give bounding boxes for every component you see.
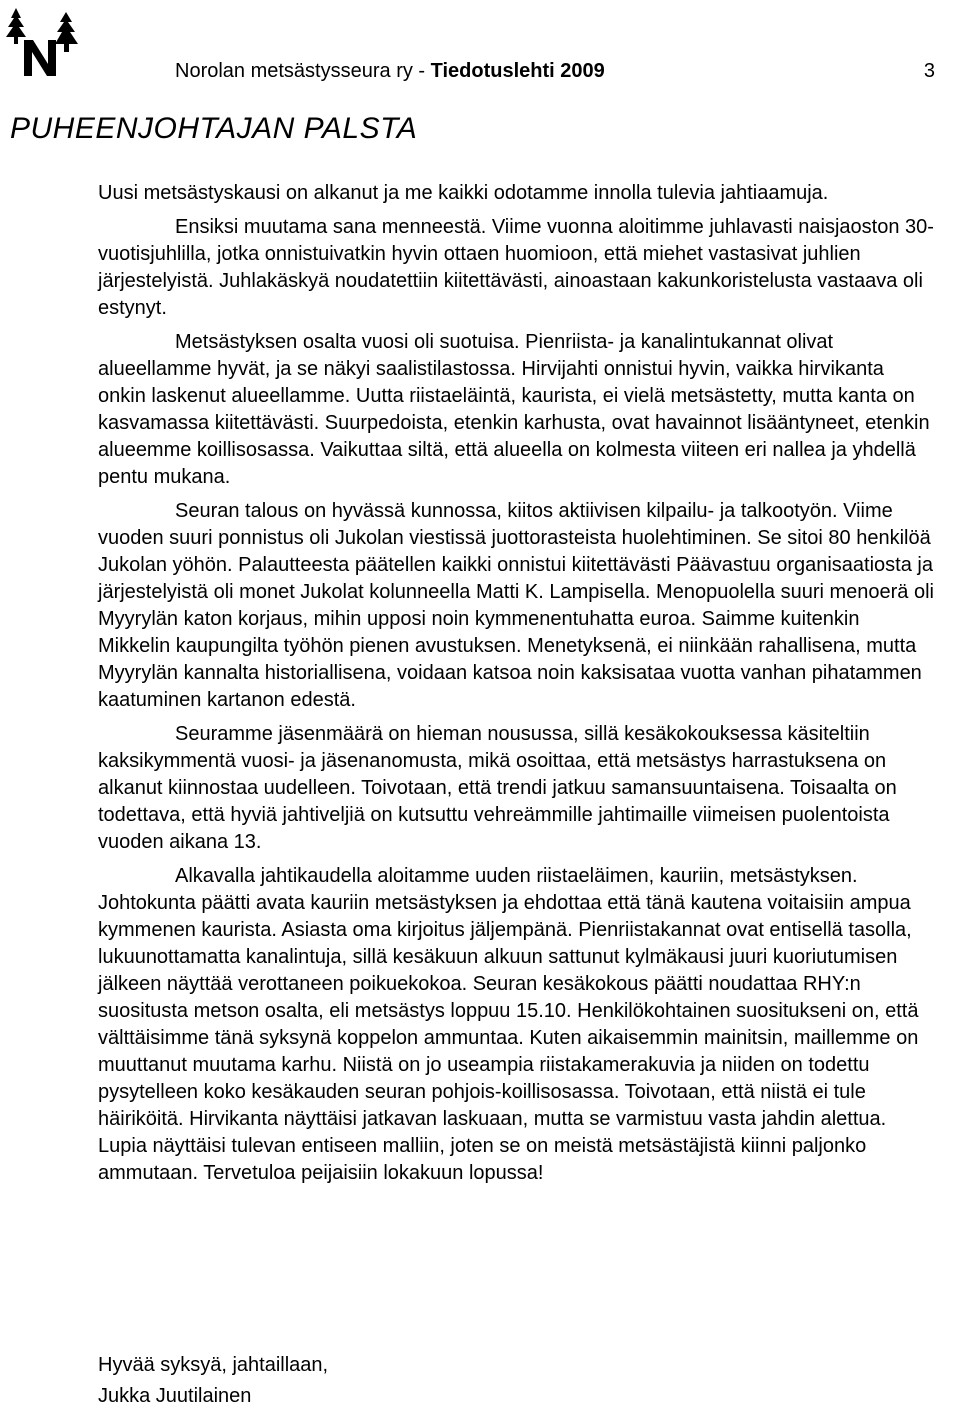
paragraph: Metsästyksen osalta vuosi oli suotuisa. Pienriista- ja kanalintukannat olivat alueellamme hyvät, ja se näkyi saalistilastossa. Hirvijahti onnistui hyvin, vaikka hirvikanta onkin laskenut alueellamme. Uutta riistaeläintä, kaurista, ei vielä metsästetty, mutta kanta on kasvamassa kiitettävästi. Suurpedoista, etenkin karhusta, ovat havainnot lisääntyneet, etenkin alueemme koillisosassa. Vaikuttaa siltä, että alueella on kolmesta viiteen eri nallea ja yhdellä pentu mukana. (98, 331, 930, 488)
header-org: Norolan metsästysseura ry - (175, 60, 426, 82)
paragraph: Ensiksi muutama sana menneestä. Viime vuonna aloitimme juhlavasti naisjaoston 30-vuotisjuhlilla, jotka onnistuivatkin hyvin ottaen huomioon, että miehet vastasivat juhlien järjestelyistä. Juhlakäskyä noudatettiin kiitettävästi, ainoastaan kakunkoristelusta vastaava oli estynyt. (98, 216, 934, 319)
club-logo-icon (2, 8, 82, 78)
paragraph: Seuramme jäsenmäärä on hieman nousussa, sillä kesäkokouksessa käsiteltiin kaksikymmentä vuosi- ja jäsenanomusta, mikä osoittaa, että metsästys harrastuksena on alkanut kiinnostaa uudelleen. Toivotaan, että trendi jatkuu samansuuntaisena. Toisaalta on todettava, että hyviä jahtiveljiä on kutsuttu vehreämmille jahtimaille viimeisen puolentoista vuoden aikana 13. (98, 723, 897, 853)
article-body (98, 180, 936, 1194)
signoff (98, 1350, 328, 1412)
header-publication: Tiedotuslehti 2009 (430, 60, 605, 82)
page-number: 3 (923, 60, 935, 82)
page-header (175, 58, 935, 84)
paragraph: Alkavalla jahtikaudella aloitamme uuden riistaeläimen, kauriin, metsästyksen. Johtokunta päätti avata kauriin metsästyksen ja ehdottaa että tänä kautena voitaisiin ampua kymmenen kaurista. Asiasta oma kirjoitus jäljempänä. Pienriistakannat ovat entisellä tasolla, lukuunottamatta kanalintuja, sillä kesäkuun alkuun sattunut kylmäkausi juuri kuoriutumisen jälkeen näyttää verottaneen poikuekokoa. Seuran kesäkokous päätti noudattaa RHY:n suositusta metson osalta, eli metsästys loppuu 15.10. Henkilökohtainen suositukseni on, että välttäisimme tänä syksynä koppelon ammuntaa. Kuten aikaisemmin mainitsin, maillemme on muuttanut muutama karhu. Niistä on jo useampia riistakamerakuvia ja niiden on todettu pysytelleen koko kesäkauden seuran pohjois-koillisosassa. Toivotaan, että niistä ei tule häiriköitä. Hirvikanta näyttäisi jatkavan laskuaan, mutta se varmistuu vasta jahdin alettua. Lupia näyttäisi tulevan entiseen malliin, joten se on meistä metsästäjistä kiinni paljonko ammutaan. Tervetuloa peijaisiin lokakuun lopussa! (98, 865, 919, 1184)
paragraph: Seuran talous on hyvässä kunnossa, kiitos aktiivisen kilpailu- ja talkootyön. Viime vuoden suuri ponnistus oli Jukolan viestissä juottorasteista huolehtiminen. Se sitoi 80 henkilöä Jukolan yöhön. Palautteesta päätellen kaikki onnistui kiitettävästi Päävastuu organisaatiosta ja järjestelyistä oli monet Jukolat kolunneella Matti K. Lampisella. Menopuolella suuri menoerä oli Myyrylän katon korjaus, mihin upposi noin kymmenentuhatta euroa. Saimme kuitenkin Mikkelin kaupungilta työhön pienen avustuksen. Menetyksenä, ei niinkään rahallisena, mutta Myyrylän kannalta historiallisena, voidaan katsoa noin kaksisataa vuotta vanhan pihatammen kaatuminen kartanon edestä. (98, 500, 934, 711)
page-title: PUHEENJOHTAJAN PALSTA (10, 112, 418, 145)
signoff-greeting: Hyvää syksyä, jahtaillaan, (98, 1354, 329, 1376)
signoff-name: Jukka Juutilainen (98, 1385, 252, 1407)
paragraph: Uusi metsästyskausi on alkanut ja me kaikki odotamme innolla tulevia jahtiaamuja. (98, 182, 829, 204)
